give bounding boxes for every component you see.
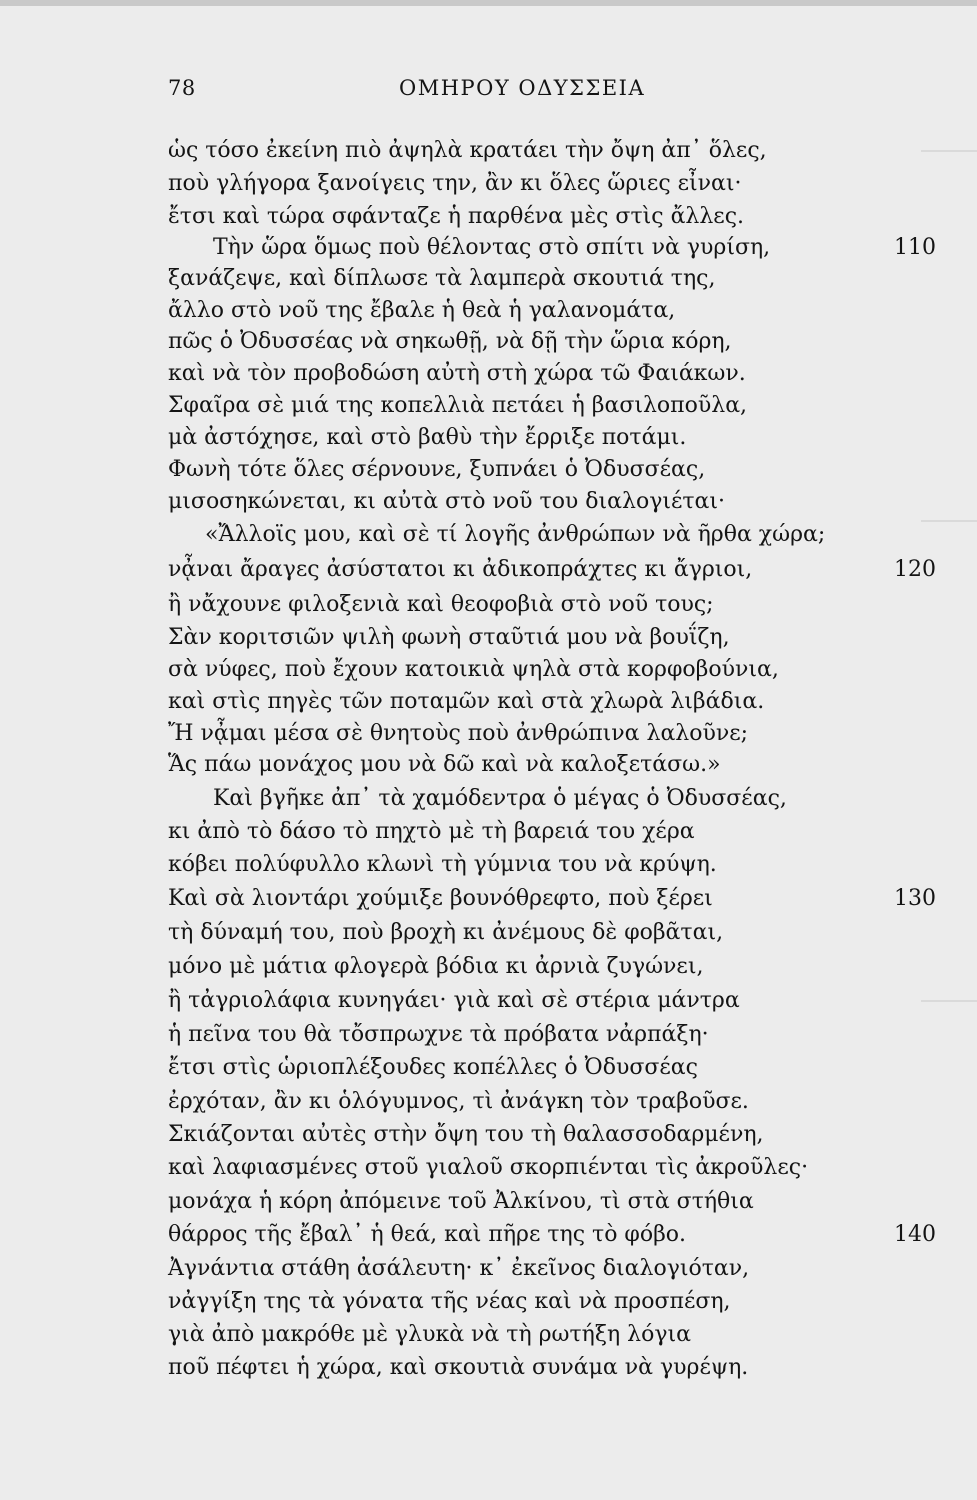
line-number: 110 <box>894 235 936 260</box>
running-title: ΟΜΗΡΟΥ ΟΔΥΣΣΕΙΑ <box>399 76 646 100</box>
verse-line: κι ἀπὸ τὸ δάσο τὸ πηχτὸ μὲ τὴ βαρειά του χέρα <box>168 819 695 844</box>
verse-line: Τὴν ὥρα ὅμως ποὺ θέλοντας στὸ σπίτι νὰ γυρίση, <box>213 235 771 260</box>
show-through-mark <box>921 520 977 522</box>
verse-line: ἐρχόταν, ἂν κι ὁλόγυμνος, τὶ ἀνάγκη τὸν τραβοῦσε. <box>168 1089 749 1114</box>
verse-line: κόβει πολύφυλλο κλωνὶ τὴ γύμνια του νὰ κρύψη. <box>168 852 717 877</box>
verse-line: ἢ τἀγριολάφια κυνηγάει· γιὰ καὶ σὲ στέρια μάντρα <box>168 988 740 1013</box>
verse-line: Φωνὴ τότε ὅλες σέρνουνε, ξυπνάει ὁ Ὀδυσσέας, <box>168 457 706 482</box>
verse-line: ἄλλο στὸ νοῦ της ἔβαλε ἡ θεὰ ἡ γαλανομάτα, <box>168 298 676 323</box>
show-through-mark <box>921 1000 977 1002</box>
verse-line: πῶς ὁ Ὀδυσσέας νὰ σηκωθῇ, νὰ δῇ τὴν ὥρια κόρη, <box>168 329 732 354</box>
verse-line: «Ἄλλοϊς μου, καὶ σὲ τί λογῆς ἀνθρώπων νὰ ῆρθα χώρα; <box>205 522 826 547</box>
verse-line: μονάχα ἡ κόρη ἀπόμεινε τοῦ Ἀλκίνου, τὶ στὰ στήθια <box>168 1189 754 1214</box>
verse-line: νᾆναι ἄραγες ἀσύστατοι κι ἀδικοπράχτες κι ἄγριοι, <box>168 557 753 582</box>
verse-line: Ἤ νᾆμαι μέσα σὲ θνητοὺς ποὺ ἀνθρώπινα λαλοῦνε; <box>168 721 749 746</box>
verse-line: ἔτσι στὶς ὡριοπλέξουδες κοπέλλες ὁ Ὀδυσσέας <box>168 1055 698 1080</box>
verse-line: νἀγγίξη της τὰ γόνατα τῆς νέας καὶ νὰ προσπέση, <box>168 1289 731 1314</box>
verse-line: θάρρος τῆς ἔβαλ᾽ ἡ θεά, καὶ πῆρε της τὸ φόβο. <box>168 1222 687 1247</box>
verse-line: μόνο μὲ μάτια φλογερὰ βόδια κι ἀρνιὰ ζυγώνει, <box>168 954 704 979</box>
verse-line: Σκιάζονται αὐτὲς στὴν ὄψη του τὴ θαλασσοδαρμένη, <box>168 1122 764 1147</box>
show-through-mark <box>921 150 977 152</box>
verse-line: Καὶ σὰ λιοντάρι χούμιξε βουνόθρεφτο, ποὺ ξέρει <box>168 886 713 911</box>
verse-line: Ἀγνάντια στάθη ἀσάλευτη· κ᾽ ἐκεῖνος διαλογιόταν, <box>168 1256 750 1281</box>
page-number: 78 <box>168 76 196 100</box>
verse-line: καὶ στὶς πηγὲς τῶν ποταμῶν καὶ στὰ χλωρὰ λιβάδια. <box>168 689 765 714</box>
verse-line: Σφαῖρα σὲ μιά της κοπελλιὰ πετάει ἡ βασιλοποῦλα, <box>168 393 748 418</box>
verse-line: Ἅς πάω μονάχος μου νὰ δῶ καὶ νὰ καλοξετάσω.» <box>168 752 721 777</box>
verse-line: ἔτσι καὶ τώρα σφάνταζε ἡ παρθένα μὲς στὶς ἄλλες. <box>168 204 745 229</box>
line-number: 120 <box>894 557 936 582</box>
verse-line: ἡ πεῖνα του θὰ τὄσπρωχνε τὰ πρόβατα νἀρπάξη· <box>168 1022 709 1047</box>
verse-line: καὶ λαφιασμένες στοῦ γιαλοῦ σκορπιένται τὶς ἀκροῦλες· <box>168 1155 809 1180</box>
verse-line: μὰ ἀστόχησε, καὶ στὸ βαθὺ τὴν ἔρριξε ποτάμι. <box>168 425 687 450</box>
verse-line: ποῦ πέφτει ἡ χώρα, καὶ σκουτιὰ συνάμα νὰ γυρέψη. <box>168 1355 749 1380</box>
verse-line: γιὰ ἀπὸ μακρόθε μὲ γλυκὰ νὰ τὴ ρωτήξη λόγια <box>168 1322 691 1347</box>
verse-line: Σὰν κοριτσιῶν ψιλὴ φωνὴ σταῦτιά μου νὰ βουΐζη, <box>168 625 730 650</box>
verse-line: ξανάζεψε, καὶ δίπλωσε τὰ λαμπερὰ σκουτιά της, <box>168 266 716 291</box>
verse-line: ὡς τόσο ἐκείνη πιὸ ἀψηλὰ κρατάει τὴν ὄψη ἀπ᾽ ὅλες, <box>168 138 767 163</box>
verse-line: καὶ νὰ τὸν προβοδώση αὐτὴ στὴ χώρα τῶ Φαιάκων. <box>168 361 746 386</box>
verse-line: ἢ νἄχουνε φιλοξενιὰ καὶ θεοφοβιὰ στὸ νοῦ τους; <box>168 592 714 617</box>
verse-line: μισοσηκώνεται, κι αὐτὰ στὸ νοῦ του διαλογιέται· <box>168 489 726 514</box>
verse-line: Καὶ βγῆκε ἀπ᾽ τὰ χαμόδεντρα ὁ μέγας ὁ Ὀδυσσέας, <box>213 786 787 811</box>
verse-line: τὴ δύναμή του, ποὺ βροχὴ κι ἀνέμους δὲ φοβᾶται, <box>168 920 724 945</box>
verse-line: ποὺ γλήγορα ξανοίγεις την, ἂν κι ὅλες ὥριες εἶναι· <box>168 171 742 196</box>
line-number: 130 <box>894 886 936 911</box>
line-number: 140 <box>894 1222 936 1247</box>
verse-line: σὰ νύφες, ποὺ ἔχουν κατοικιὰ ψηλὰ στὰ κορφοβούνια, <box>168 657 779 682</box>
